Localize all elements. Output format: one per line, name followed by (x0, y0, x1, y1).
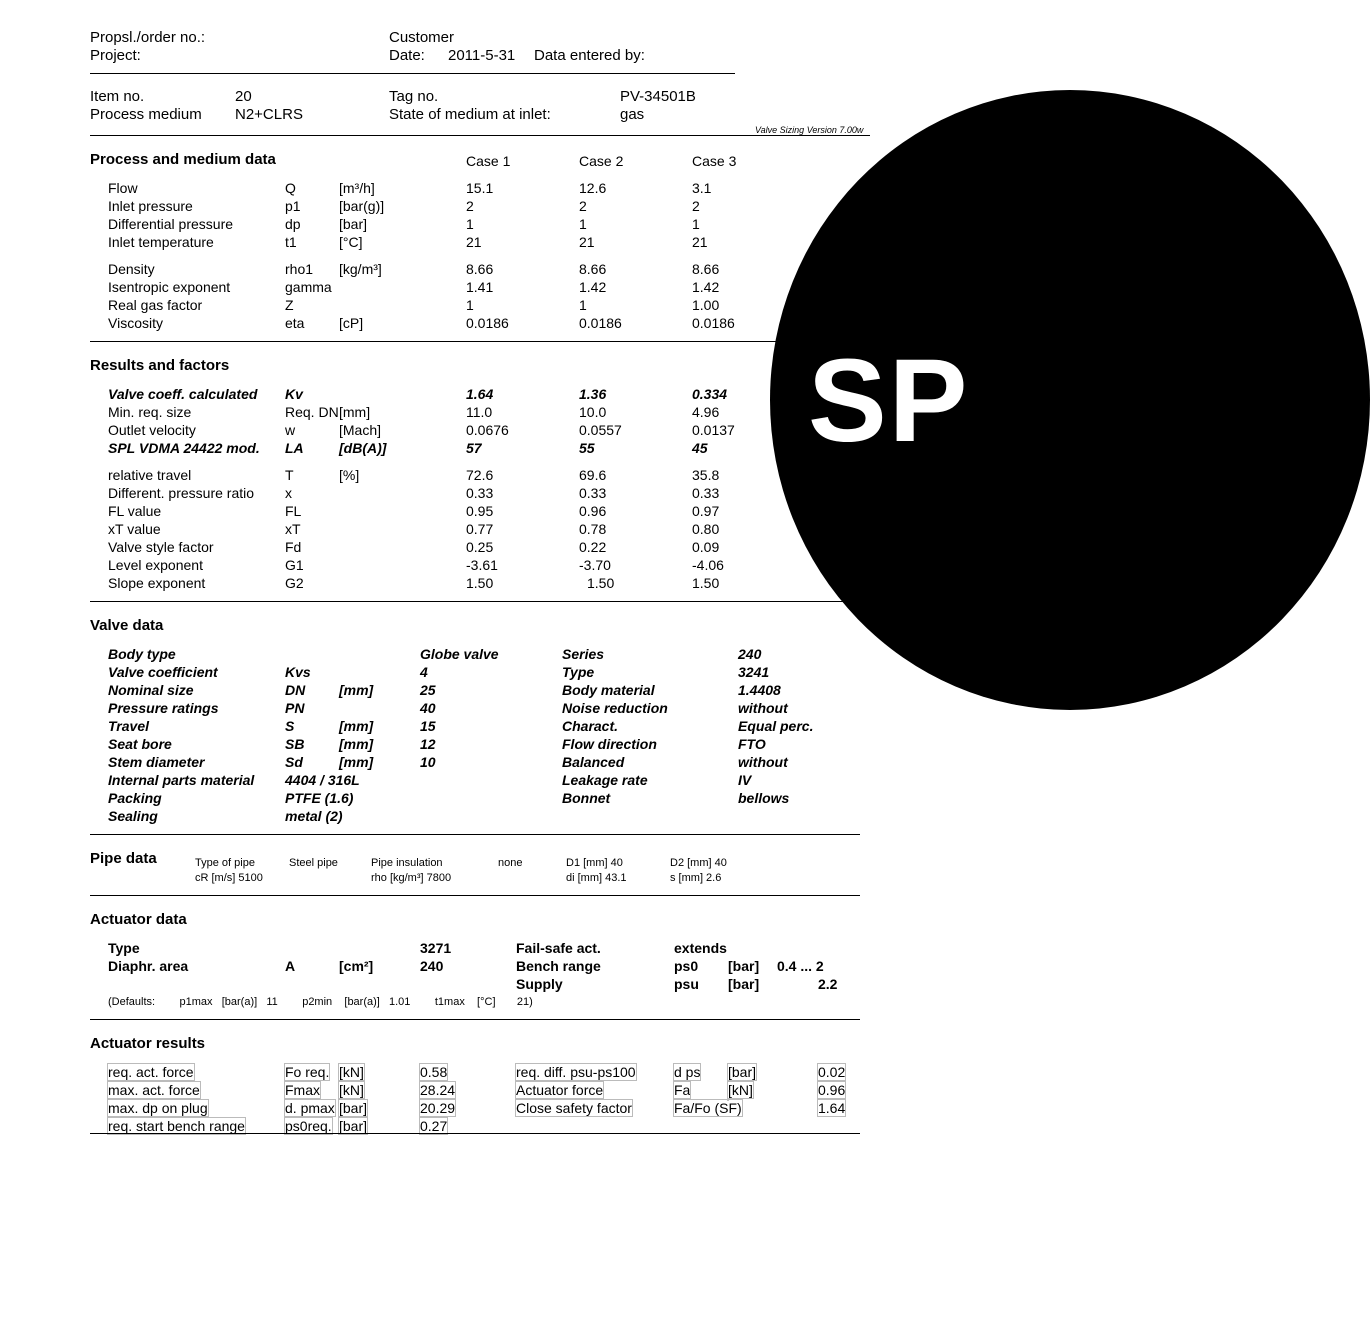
result-unit: [dB(A)] (339, 440, 387, 456)
valve-attr-name: Series (562, 646, 605, 662)
section-divider (90, 895, 860, 896)
case1-value: 1.64 (466, 386, 494, 402)
ar-value: 0.27 (420, 1118, 448, 1134)
valve-attr-value: without (738, 754, 788, 770)
param-unit: [kg/m³] (339, 261, 382, 277)
state-label: State of medium at inlet: (389, 106, 551, 123)
case1-value: 72.6 (466, 467, 494, 483)
case1-value: 2 (466, 198, 474, 214)
case3-value: 1.00 (692, 297, 720, 313)
result-name: Outlet velocity (108, 422, 196, 438)
result-symbol: LA (285, 440, 304, 456)
case1-value: 57 (466, 440, 482, 456)
valve-param-name: Internal parts material (108, 772, 255, 788)
param-name: Flow (108, 180, 138, 196)
bench-symbol: ps0 (674, 958, 699, 974)
pipe-insulation-label: Pipe insulation (371, 857, 443, 869)
case3-value: 0.334 (692, 386, 728, 402)
header-divider (90, 73, 735, 74)
section-divider (90, 601, 860, 602)
result-symbol: G1 (285, 557, 304, 573)
ar-value: 28.24 (420, 1082, 456, 1098)
ar-symbol: Fa/Fo (SF) (674, 1100, 742, 1116)
failsafe-label: Fail-safe act. (516, 940, 601, 956)
area-label: Diaphr. area (108, 958, 189, 974)
param-symbol: rho1 (285, 261, 314, 277)
case3-value: 2 (692, 198, 700, 214)
case2-value: 1 (579, 216, 587, 232)
tag-label: Tag no. (389, 88, 439, 105)
case2-value: 55 (579, 440, 595, 456)
state-value: gas (620, 106, 645, 123)
case1-value: 1.41 (466, 279, 494, 295)
valve-param-value: 12 (420, 736, 436, 752)
valve-attr-name: Noise reduction (562, 700, 668, 716)
case3-value: 0.0137 (692, 422, 735, 438)
valve-param-name: Body type (108, 646, 176, 662)
param-unit: [cP] (339, 315, 364, 331)
valve-param-symbol: Kvs (285, 664, 311, 680)
param-name: Differential pressure (108, 216, 234, 232)
pipe-insulation-value: none (498, 857, 523, 869)
ar-name: max. dp on plug (108, 1100, 208, 1116)
supply-label: Supply (516, 976, 563, 992)
valve-param-value: 15 (420, 718, 436, 734)
case3-value: 0.97 (692, 503, 720, 519)
pipe-s: s [mm] 2.6 (670, 872, 722, 884)
project-label: Project: (90, 47, 141, 64)
result-symbol: x (285, 485, 292, 501)
case1-value: 0.25 (466, 539, 494, 555)
case3-value: 0.0186 (692, 315, 735, 331)
ar-symbol: Fo req. (285, 1064, 330, 1080)
valve-param-name: Seat bore (108, 736, 172, 752)
case1-value: 0.33 (466, 485, 494, 501)
case2-value: 1.42 (579, 279, 607, 295)
supply-unit: [bar] (728, 976, 760, 992)
valve-param-symbol: PN (285, 700, 305, 716)
param-symbol: dp (285, 216, 301, 232)
valve-attr-name: Charact. (562, 718, 619, 734)
case1-value: 21 (466, 234, 482, 250)
case1-value: 1.50 (466, 575, 494, 591)
valve-attr-value: Equal perc. (738, 718, 814, 734)
ar-name: req. diff. psu-ps100 (516, 1064, 636, 1080)
actuator-defaults: (Defaults: p1max [bar(a)] 11 p2min [bar(a)] 1.01 t1max [°C] 21) (108, 996, 533, 1008)
ar-value: 1.64 (818, 1100, 846, 1116)
result-name: xT value (108, 521, 161, 537)
valve-param-name: Sealing (108, 808, 158, 824)
param-unit: [°C] (339, 234, 363, 250)
date-value: 2011-5-31 (448, 47, 516, 64)
param-symbol: p1 (285, 198, 301, 214)
valve-param-name: Packing (108, 790, 162, 806)
case3-value: 45 (692, 440, 708, 456)
valve-attr-name: Leakage rate (562, 772, 648, 788)
case2-value: 0.0557 (579, 422, 622, 438)
param-name: Inlet temperature (108, 234, 214, 250)
case1-value: 1 (466, 297, 474, 313)
case1-value: 0.0676 (466, 422, 509, 438)
ar-symbol: d ps (674, 1064, 701, 1080)
process-title: Process and medium data (90, 151, 276, 168)
case2-value: 1.36 (579, 386, 607, 402)
ar-unit: [kN] (339, 1064, 364, 1080)
case2-value: 1 (579, 297, 587, 313)
pipe-rho: rho [kg/m³] 7800 (371, 872, 452, 884)
results-title: Results and factors (90, 357, 230, 374)
ar-value: 20.29 (420, 1100, 456, 1116)
result-name: FL value (108, 503, 162, 519)
case2-value: 2 (579, 198, 587, 214)
medium-value: N2+CLRS (235, 106, 303, 123)
valve-param-symbol: metal (2) (285, 808, 343, 824)
date-label: Date: (389, 47, 425, 64)
pipe-d2: D2 [mm] 40 (670, 857, 727, 869)
case1-value: 0.95 (466, 503, 494, 519)
valve-attr-name: Type (562, 664, 595, 680)
failsafe-value: extends (674, 940, 727, 956)
order-label: Propsl./order no.: (90, 29, 206, 46)
valve-param-name: Pressure ratings (108, 700, 219, 716)
valve-title: Valve data (90, 617, 164, 634)
tag-value: PV-34501B (620, 88, 696, 105)
valve-param-value: 10 (420, 754, 436, 770)
pipe-d1: D1 [mm] 40 (566, 857, 623, 869)
valve-param-symbol: DN (285, 682, 306, 698)
area-symbol: A (285, 958, 296, 974)
case-header: Case 1 (466, 153, 511, 169)
pipe-type-value: Steel pipe (289, 857, 338, 869)
valve-attr-name: Body material (562, 682, 655, 698)
case2-value: 0.0186 (579, 315, 622, 331)
entered-by-label: Data entered by: (534, 47, 645, 64)
ar-value: 0.96 (818, 1082, 846, 1098)
case3-value: 21 (692, 234, 708, 250)
valve-param-name: Valve coefficient (108, 664, 218, 680)
case2-value: -3.70 (579, 557, 611, 573)
result-unit: [%] (339, 467, 360, 483)
param-unit: [m³/h] (339, 180, 375, 196)
case2-value: 0.78 (579, 521, 607, 537)
ar-unit: [bar] (339, 1118, 368, 1134)
valve-param-name: Travel (108, 718, 149, 734)
valve-param-value: Globe valve (420, 646, 499, 662)
case3-value: 1.42 (692, 279, 720, 295)
ar-name: max. act. force (108, 1082, 200, 1098)
param-unit: [bar] (339, 216, 368, 232)
case1-value: 0.77 (466, 521, 494, 537)
medium-label: Process medium (90, 106, 202, 123)
case3-value: 0.80 (692, 521, 720, 537)
case1-value: -3.61 (466, 557, 498, 573)
case2-value: 21 (579, 234, 595, 250)
ar-unit: [kN] (339, 1082, 364, 1098)
ar-unit: [bar] (339, 1100, 368, 1116)
result-symbol: Fd (285, 539, 302, 555)
actuator-type-value: 3271 (420, 940, 452, 956)
param-name: Density (108, 261, 155, 277)
valve-attr-name: Flow direction (562, 736, 657, 752)
valve-param-symbol: S (285, 718, 295, 734)
result-name: Min. req. size (108, 404, 192, 420)
param-symbol: eta (285, 315, 305, 331)
result-symbol: Req. DN (285, 404, 339, 420)
case3-value: 1 (692, 216, 700, 232)
result-unit: [mm] (339, 404, 371, 420)
param-name: Inlet pressure (108, 198, 193, 214)
case2-value: 12.6 (579, 180, 607, 196)
case1-value: 1 (466, 216, 474, 232)
case3-value: 1.50 (692, 575, 720, 591)
case1-value: 0.0186 (466, 315, 509, 331)
section-divider (90, 1019, 860, 1020)
valve-attr-name: Balanced (562, 754, 625, 770)
result-symbol: T (285, 467, 294, 483)
param-name: Viscosity (108, 315, 163, 331)
param-name: Real gas factor (108, 297, 203, 313)
ar-name: req. start bench range (108, 1118, 245, 1134)
result-name: Different. pressure ratio (108, 485, 255, 501)
ar-name: Actuator force (516, 1082, 604, 1098)
case3-value: 8.66 (692, 261, 720, 277)
ar-symbol: d. pmax (285, 1100, 335, 1116)
valve-param-symbol: 4404 / 316L (285, 772, 360, 788)
section-divider (90, 135, 870, 136)
case3-value: 3.1 (692, 180, 712, 196)
result-symbol: G2 (285, 575, 304, 591)
actuator-title: Actuator data (90, 911, 187, 928)
actuator-type-label: Type (108, 940, 140, 956)
ar-name: req. act. force (108, 1064, 194, 1080)
result-unit: [Mach] (339, 422, 382, 438)
valve-param-name: Stem diameter (108, 754, 205, 770)
section-divider (90, 834, 860, 835)
case2-value: 10.0 (579, 404, 607, 420)
param-symbol: Q (285, 180, 296, 196)
valve-attr-value: FTO (738, 736, 766, 752)
result-name: Valve coeff. calculated (108, 386, 258, 402)
area-value: 240 (420, 958, 444, 974)
case2-value: 8.66 (579, 261, 607, 277)
result-name: Slope exponent (108, 575, 206, 591)
case-header: Case 2 (579, 153, 624, 169)
param-symbol: t1 (285, 234, 297, 250)
ar-symbol: Fa (674, 1082, 691, 1098)
actuator-results-title: Actuator results (90, 1035, 206, 1052)
section-divider (90, 341, 860, 342)
valve-param-name: Nominal size (108, 682, 194, 698)
param-symbol: gamma (285, 279, 332, 295)
result-symbol: xT (285, 521, 301, 537)
case1-value: 8.66 (466, 261, 494, 277)
case2-value: 0.96 (579, 503, 607, 519)
bench-unit: [bar] (728, 958, 760, 974)
result-symbol: FL (285, 503, 302, 519)
ar-name: Close safety factor (516, 1100, 632, 1116)
case3-value: -4.06 (692, 557, 724, 573)
case1-value: 15.1 (466, 180, 494, 196)
ar-unit: [kN] (728, 1082, 753, 1098)
supply-value: 2.2 (818, 976, 838, 992)
result-name: Level exponent (108, 557, 203, 573)
case2-value: 0.33 (579, 485, 607, 501)
result-name: relative travel (108, 467, 192, 483)
valve-param-symbol: Sd (285, 754, 303, 770)
item-value: 20 (235, 88, 252, 105)
customer-label: Customer (389, 29, 455, 46)
ar-symbol: Fmax (285, 1082, 320, 1098)
valve-param-value: 40 (420, 700, 436, 716)
case1-value: 11.0 (466, 404, 493, 420)
valve-attr-value: 240 (738, 646, 762, 662)
valve-param-symbol: PTFE (1.6) (285, 790, 354, 806)
pipe-type-label: Type of pipe (195, 857, 255, 869)
valve-attr-value: bellows (738, 790, 790, 806)
result-symbol: w (285, 422, 296, 438)
result-name: SPL VDMA 24422 mod. (108, 440, 260, 456)
case2-value: 69.6 (579, 467, 607, 483)
param-name: Isentropic exponent (108, 279, 231, 295)
result-symbol: Kv (285, 386, 303, 402)
bench-label: Bench range (516, 958, 601, 974)
valve-param-unit: [mm] (339, 718, 374, 734)
case-header: Case 3 (692, 153, 737, 169)
pipe-title: Pipe data (90, 850, 157, 867)
valve-attr-value: 3241 (738, 664, 770, 680)
valve-param-unit: [mm] (339, 736, 374, 752)
case3-value: 0.09 (692, 539, 720, 555)
valve-attr-value: 1.4408 (738, 682, 781, 698)
case3-value: 0.33 (692, 485, 720, 501)
ar-value: 0.58 (420, 1064, 448, 1080)
valve-param-value: 25 (420, 682, 436, 698)
valve-param-symbol: SB (285, 736, 305, 752)
ar-unit: [bar] (728, 1064, 757, 1080)
valve-attr-value: IV (738, 772, 752, 788)
case3-value: 35.8 (692, 467, 720, 483)
item-label: Item no. (90, 88, 145, 105)
area-unit: [cm²] (339, 958, 374, 974)
valve-param-unit: [mm] (339, 682, 374, 698)
case2-value: 0.22 (579, 539, 607, 555)
ar-value: 0.02 (818, 1064, 846, 1080)
pipe-di: di [mm] 43.1 (566, 872, 627, 884)
valve-attr-name: Bonnet (562, 790, 611, 806)
param-unit: [bar(g)] (339, 198, 385, 214)
valve-attr-value: without (738, 700, 788, 716)
case2-value: 1.50 (587, 575, 615, 591)
logo-text: SP (808, 335, 970, 467)
supply-symbol: psu (674, 976, 699, 992)
section-divider (90, 1133, 860, 1134)
case3-value: 4.96 (692, 404, 720, 420)
param-symbol: Z (285, 297, 294, 313)
valve-param-value: 4 (420, 664, 428, 680)
result-name: Valve style factor (108, 539, 214, 555)
version-label: Valve Sizing Version 7.00w (755, 125, 864, 135)
valve-param-unit: [mm] (339, 754, 374, 770)
pipe-cr: cR [m/s] 5100 (195, 872, 263, 884)
bench-value: 0.4 ... 2 (777, 958, 824, 974)
ar-symbol: ps0req. (285, 1118, 332, 1134)
